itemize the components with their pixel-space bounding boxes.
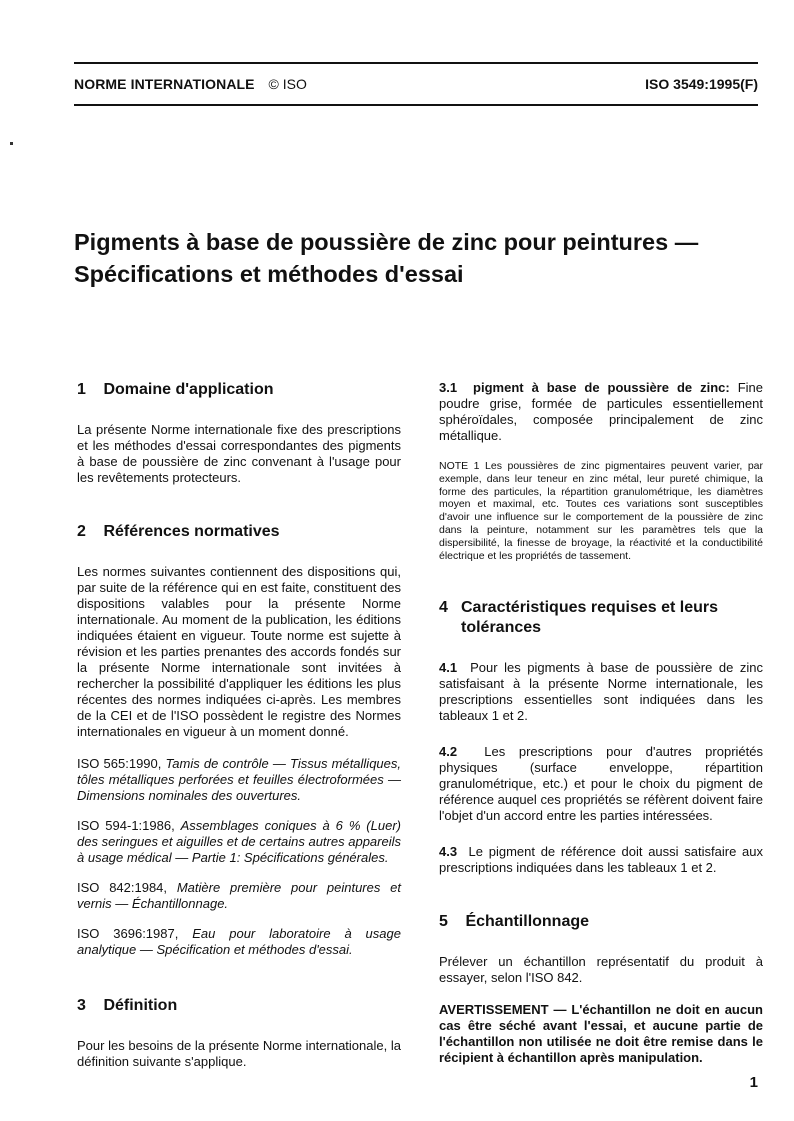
reference-code: ISO 842:1984, [77,880,168,895]
reference-title: Matière première pour peintures et vernis — Échantillonnage. [77,880,401,911]
header-left [74,76,307,92]
title-line-1: Pigments à base de poussière de zinc pour peintures — [74,229,699,255]
scan-speck [10,142,13,145]
section-4-number: 4 [439,599,448,617]
right-column [439,380,763,1066]
reference-iso-842 [77,880,401,912]
section-5-number: 5 [439,913,448,931]
title-line-2: Spécifications et méthodes d'essai [74,261,464,287]
section-2-text: Les normes suivantes contiennent des dispositions qui, par suite de la référence qui en est faite, constituent des dispositions valables pour la présente Norme internationale. Au moment de la publication, les éditions indiquées étaient en vigueur. Toute norme est sujette à révision et les parties prenantes des accords fondés sur la présente Norme internationale sont invitées à rechercher la possibilité d'appliquer les éditions les plus récentes des normes indiquées ci-après. Les membres de la CEI et de l'ISO possèdent le registre des Normes internationales en vigueur à un moment donné. [77,564,401,739]
item-number: 4.2 [439,744,458,760]
section-1-title: Domaine d'application [103,381,274,398]
reference-title: Eau pour laboratoire à usage analytique — Spécification et méthodes d'essai. [77,926,401,957]
sampling-warning: AVERTISSEMENT — L'échantillon ne doit en aucun cas être séché avant l'essai, et aucune partie de l'échantillon non utilisée ne doit être remise dans le récipient à échantillon après manipulation. [439,1002,763,1066]
section-1-number: 1 [77,381,86,398]
reference-code: ISO 594-1:1986, [77,818,175,833]
section-5-heading [439,912,763,932]
item-text: Pour les pigments à base de poussière de zinc satisfaisant à la présente Norme internationale, les prescriptions essentielles sont indiquées dans les tableaux 1 et 2. [439,660,763,724]
section-3-heading [77,996,401,1016]
header-copyright-mark: © ISO [268,76,307,92]
left-column [77,380,401,1070]
definition-3-1 [439,380,763,444]
header-document-id: ISO 3549:1995(F) [645,76,758,92]
section-4-title: Caractéristiques requises et leurs tolérances [461,599,719,637]
definition-term: pigment à base de poussière de zinc: [473,380,730,395]
document-title [74,226,764,290]
item-number: 4.3 [439,844,458,860]
page-number: 1 [749,1074,758,1091]
reference-code: ISO 565:1990, [77,756,162,771]
section-2-heading [77,522,401,542]
item-4-2 [439,744,763,824]
reference-iso-594-1 [77,818,401,866]
item-4-3 [439,844,763,876]
definition-number: 3.1 [439,380,458,395]
section-5-title: Échantillonnage [465,913,590,931]
reference-title: Assemblages coniques à 6 % (Luer) des seringues et aiguilles et de certains autres appareils à usage médical — Partie 1: Spécifications générales. [77,818,401,865]
section-3-text: Pour les besoins de la présente Norme internationale, la définition suivante s'applique. [77,1038,401,1069]
section-2-number: 2 [77,523,86,540]
definition-text: Fine poudre grise, formée de particules essentiellement sphéroïdales, composée principalement de zinc métallique. [439,380,763,443]
section-3-number: 3 [77,997,86,1014]
section-1-text: La présente Norme internationale fixe des prescriptions et les méthodes d'essai correspondantes des pigments à base de poussière de zinc convenant à l'usage pour les revêtements protecteurs. [77,422,401,485]
section-5-text: Prélever un échantillon représentatif du produit à essayer, selon l'ISO 842. [439,954,763,986]
header-standard-type: NORME INTERNATIONALE [74,76,255,92]
section-1-heading [77,380,401,400]
reference-iso-3696 [77,926,401,958]
item-text: Le pigment de référence doit aussi satisfaire aux prescriptions indiquées dans les tableaux 1 et 2. [439,844,763,876]
reference-iso-565 [77,756,401,804]
definition-note: NOTE 1 Les poussières de zinc pigmentaires peuvent varier, par exemple, dans leur teneur en zinc métal, leur pureté chimique, la forme des particules, la répartition granulométrique, les diamètres moyen et maximal, etc. Toutes ces variations sont susceptibles d'avoir une influence sur le comportement de la poussière de zinc dans la peinture, notamment sur les paramètres tels que la dispersibilité, la finesse de broyage, la réactivité et la conductibilité électrique et les propriétés de tassement. [439,460,763,562]
reference-code: ISO 3696:1987, [77,926,179,941]
section-2-title: Références normatives [103,523,280,540]
item-4-1 [439,660,763,724]
reference-title: Tamis de contrôle — Tissus métalliques, tôles métalliques perforées et feuilles électroformées — Dimensions nominales des ouvertures. [77,756,402,803]
section-3-title: Définition [103,997,178,1014]
item-text: Les prescriptions pour d'autres propriétés physiques (surface enveloppe, répartition granulométrique, etc.) et pour le choix du pigment de référence auquel ces propriétés se réfèrent doivent faire l'objet d'un accord entre les parties intéressées. [439,744,763,824]
item-number: 4.1 [439,660,458,676]
page-header [74,62,758,106]
section-4-heading [439,598,763,638]
